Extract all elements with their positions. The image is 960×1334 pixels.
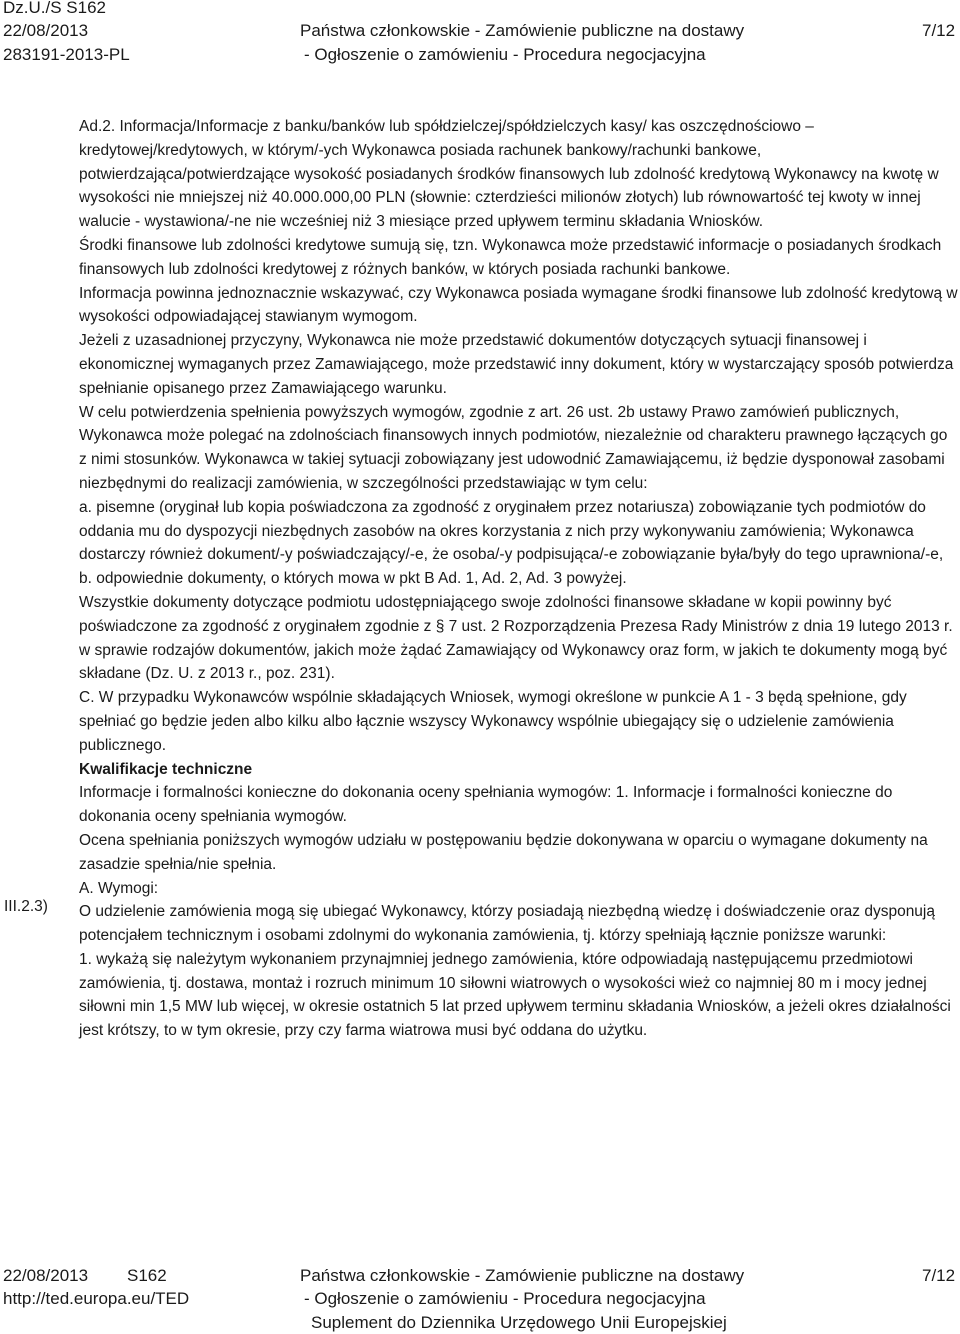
paragraph-item-c: C. W przypadku Wykonawców wspólnie składających Wniosek, wymogi określone w punkcie A 1 - 3 będą spełnione, gdy spełniać go będzie jeden albo kilku albo łącznie wszyscy Wykonawcy wspólnie ubiegający się o udzielenie zamówienia publicznego.: [79, 689, 907, 754]
header-notice-id: 283191-2013-PL: [3, 45, 130, 64]
section-content: [79, 115, 959, 1043]
header-date: 22/08/2013: [3, 21, 89, 40]
paragraph-item-a: a. pisemne (oryginał lub kopia poświadczona za zgodność z oryginałem przez notariusza) zobowiązanie tych podmiotów do oddania mu do dyspozycji niezbędnych zasobów na okres korzystania z nich przy wykonywaniu zamówienia; Wykonawca dostarczy również dokument/-y poświadczający/-e, że osoba/-y podpisująca/-e zobowiązanie była/były do tego uprawniona/-e,: [79, 498, 944, 564]
paragraph-ad2: Ad.2. Informacja/Informacje z banku/banków lub spółdzielczej/spółdzielczych kasy/ kas oszczędnościowo – kredytowej/kredytowych, w którym/-ych Wykonawca posiada rachunek bankowy/rachunki bankowe, potwierdzająca/potwierdzające wysokość posiadanych środków finansowych lub zdolność kredytową Wykonawcy na kwotę w wysokości nie mniejszej niż 40.000.000,00 PLN (słownie: czterdzieści milionów złotych) lub równowartość tej kwoty w innej walucie - wystawiona/-ne nie wcześniej niż 3 miesiące przed upływem terminu składania Wniosków.: [79, 118, 939, 231]
paragraph-certified-copies: Wszystkie dokumenty dotyczące podmiotu udostępniającego swoje zdolności finansowe składane w kopii powinny być poświadczone za zgodność z oryginałem zgodnie z § 7 ust. 2 Rozporządzenia Prezesa Rady Ministrów z dnia 19 lutego 2013 r. w sprawie rodzajów dokumentów, jakich może żądać Zamawiający od Wykonawcy oraz form, w jakich te dokumenty mogą być składane (Dz. U. z 2013 r., poz. 231).: [79, 593, 953, 683]
footer-doc-ref: S162: [127, 1266, 167, 1285]
header-title-line2: - Ogłoszenie o zamówieniu - Procedura negocjacyjna: [304, 45, 706, 64]
page-header: [0, 0, 960, 80]
paragraph-assessment: Ocena spełniania poniższych wymogów udziału w postępowaniu będzie dokonywana w oparciu o wymagane dokumenty na zasadzie spełnia/nie spełnia.: [79, 831, 928, 873]
page-footer: [0, 1262, 960, 1334]
header-page-number: 7/12: [922, 21, 956, 40]
footer-page-number: 7/12: [922, 1266, 956, 1285]
footer-url: http://ted.europa.eu/TED: [3, 1289, 190, 1308]
footer-title-line1: Państwa członkowskie - Zamówienie publiczne na dostawy: [300, 1266, 745, 1285]
paragraph-reliance-on-others: W celu potwierdzenia spełnienia powyższych wymogów, zgodnie z art. 26 ust. 2b ustawy Prawo zamówień publicznych, Wykonawca może polegać na zdolnościach finansowych innych podmiotów, niezależnie od charakteru prawnego łączących go z nimi stosunków. Wykonawca w takiej sytuacji zobowiązany jest udowodnić Zamawiającemu, iż będzie dysponował zasobami niezbędnymi do realizacji zamówienia, w szczególności przedstawiając w tym celu:: [79, 403, 948, 492]
header-doc-ref: Dz.U./S S162: [3, 0, 106, 17]
section-number: III.2.3): [4, 898, 48, 915]
paragraph-funds-sum: Środki finansowe lub zdolności kredytowe sumują się, tzn. Wykonawca może przedstawić informacje o posiadanych środkach finansowych lub zdolności kredytowej z różnych banków, w których posiada rachunki bankowe.: [79, 236, 942, 278]
paragraph-condition-1: 1. wykażą się należytym wykonaniem przynajmniej jednego zamówienia, które odpowiadają następującemu przedmiotowi zamówienia, tj. dostawa, montaż i rozruch minimum 10 siłowni wiatrowych o wysokości wież co najmniej 80 m i mocy jednej siłowni min 1,5 MW lub więcej, w okresie ostatnich 5 lat przed upływem terminu składania Wniosków, a jeżeli okres działalności jest krótszy, to w tym okresie, przy czy farma wiatrowa musi być oddana do użytku.: [79, 950, 951, 1040]
footer-supplement: Suplement do Dziennika Urzędowego Unii Europejskiej: [311, 1313, 727, 1332]
paragraph-formalities: Informacje i formalności konieczne do dokonania oceny spełniania wymogów: 1. Informacje i formalności konieczne do dokonania oceny spełniania wymogów.: [79, 784, 893, 826]
paragraph-alternative-document: Jeżeli z uzasadnionej przyczyny, Wykonawca nie może przedstawić dokumentów dotyczących sytuacji finansowej i ekonomicznej wymaganych przez Zamawiającego, może przedstawić inny dokument, który w wystarczający sposób potwierdza spełnianie opisanego przez Zamawiającego warunku.: [79, 332, 954, 397]
paragraph-requirements-label: A. Wymogi:: [79, 879, 159, 897]
section-heading: Kwalifikacje techniczne: [79, 760, 253, 778]
paragraph-eligibility: O udzielenie zamówienia mogą się ubiegać Wykonawcy, którzy posiadają niezbędną wiedzę i doświadczenie oraz dysponują potencjałem technicznym i osobami zdolnymi do wykonania zamówienia, tj. którzy spełniają łącznie poniższe warunki:: [79, 903, 935, 945]
paragraph-item-b: b. odpowiednie dokumenty, o których mowa w pkt B Ad. 1, Ad. 2, Ad. 3 powyżej.: [79, 570, 627, 588]
paragraph-info-requirement: Informacja powinna jednoznacznie wskazywać, czy Wykonawca posiada wymagane środki finansowe lub zdolność kredytową w wysokości odpowiadającej stawianym wymogom.: [79, 284, 958, 326]
footer-date: 22/08/2013: [3, 1266, 89, 1285]
header-title-line1: Państwa członkowskie - Zamówienie publiczne na dostawy: [300, 21, 745, 40]
footer-title-line2: - Ogłoszenie o zamówieniu - Procedura negocjacyjna: [304, 1289, 706, 1308]
